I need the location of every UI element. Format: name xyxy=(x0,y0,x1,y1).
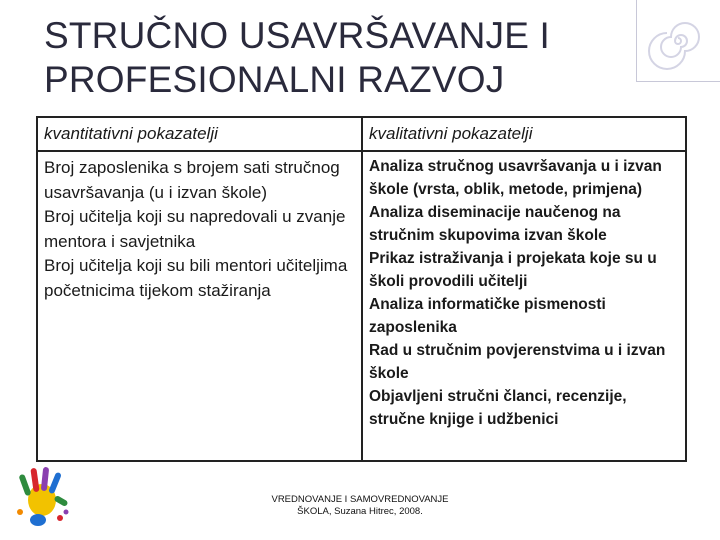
header-quantitative: kvantitativni pokazatelji xyxy=(44,124,218,143)
spiral-logo-icon xyxy=(643,6,713,76)
corner-decoration xyxy=(636,0,720,82)
list-item: Analiza informatičke pismenosti zaposlenika xyxy=(369,296,606,336)
list-item: Rad u stručnim povjerenstvima u i izvan škole xyxy=(369,342,666,382)
footer-credit xyxy=(240,494,480,518)
page-title xyxy=(44,14,624,102)
list-item: Broj učitelja koji su napredovali u zvanje mentora i savjetnika xyxy=(44,207,346,251)
list-item: Objavljeni stručni članci, recenzije, stručne knjige i udžbenici xyxy=(369,388,627,428)
title-line-1: STRUČNO USAVRŠAVANJE I xyxy=(44,15,551,56)
list-item: Analiza diseminacije naučenog na stručnim skupovima izvan škole xyxy=(369,204,621,244)
list-item: Broj učitelja koji su bili mentori učiteljima početnicima tijekom stažiranja xyxy=(44,256,348,300)
list-item: Broj zaposlenika s brojem sati stručnog usavršavanja (u i izvan škole) xyxy=(44,158,340,202)
header-qualitative: kvalitativni pokazatelji xyxy=(369,124,533,143)
title-line-2: PROFESIONALNI RAZVOJ xyxy=(44,59,505,100)
table-header-divider xyxy=(38,150,685,152)
table-column-divider xyxy=(361,118,363,460)
indicators-table xyxy=(36,116,687,462)
qualitative-list xyxy=(369,156,681,432)
list-item: Analiza stručnog usavršavanja u i izvan škole (vrsta, oblik, metode, primjena) xyxy=(369,158,662,198)
colorful-hands-icon xyxy=(8,462,78,537)
list-item: Prikaz istraživanja i projekata koje su u školi provodili učitelji xyxy=(369,250,657,290)
quantitative-list xyxy=(44,156,354,303)
footer-line-1: VREDNOVANJE I SAMOVREDNOVANJE xyxy=(271,494,449,505)
footer-line-2: ŠKOLA, Suzana Hitrec, 2008. xyxy=(297,506,423,517)
